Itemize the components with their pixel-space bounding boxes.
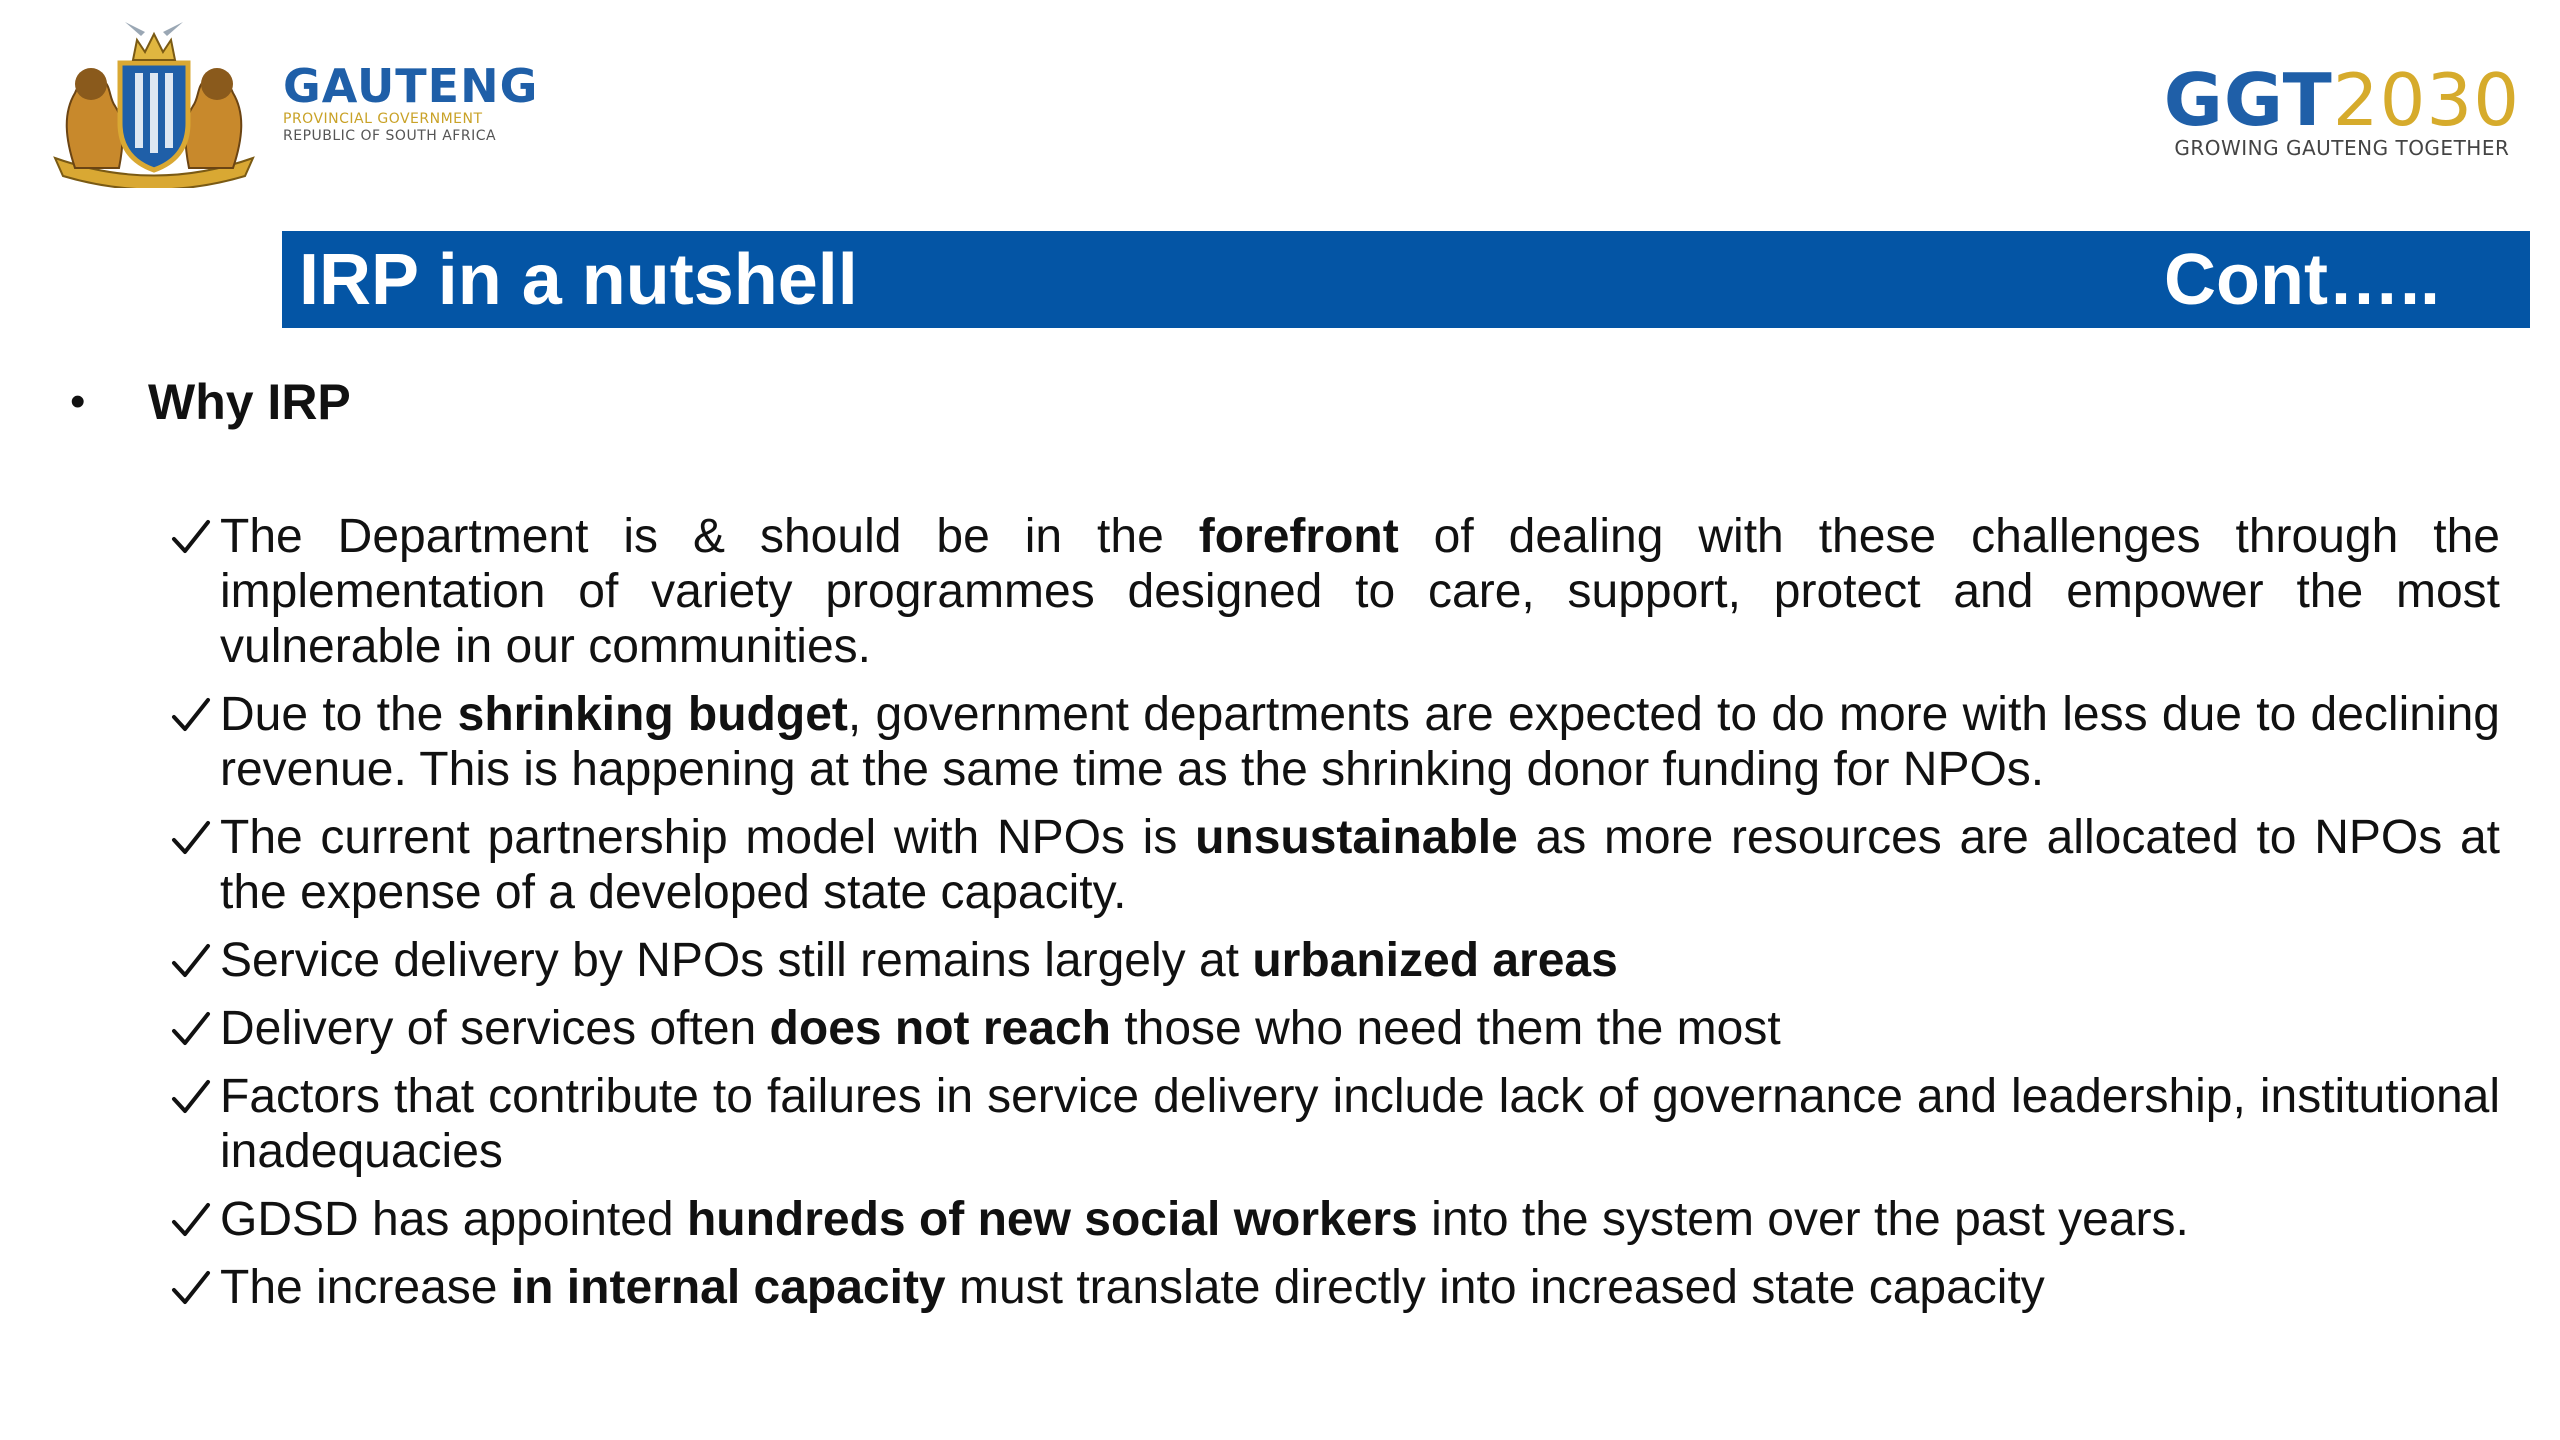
ggt-tagline: GROWING GAUTENG TOGETHER xyxy=(2174,136,2510,160)
checkmark-icon xyxy=(170,1260,220,1315)
checkmark-icon xyxy=(170,933,220,988)
coat-of-arms-icon xyxy=(45,18,263,188)
list-item xyxy=(170,1001,2500,1056)
list-item-text: The current partnership model with NPOs is unsustainable as more resources are allocated to NPOs at the expense of a developed state capacity. xyxy=(220,811,2500,919)
list-item xyxy=(170,1069,2500,1179)
checkmark-icon xyxy=(170,1192,220,1247)
list-item-text: GDSD has appointed hundreds of new social workers into the system over the past years. xyxy=(220,1193,2189,1246)
list-item xyxy=(170,687,2500,797)
list-item xyxy=(170,509,2500,674)
ggt2030-mark xyxy=(2163,58,2520,142)
checkmark-icon xyxy=(170,1069,220,1124)
gauteng-subtitle-1: PROVINCIAL GOVERNMENT xyxy=(283,111,483,127)
list-item-text: Delivery of services often does not reach those who need them the most xyxy=(220,1002,1781,1055)
list-item-text: Due to the shrinking budget, government departments are expected to do more with less due to declining revenue. This is happening at the same time as the shrinking donor funding for NPOs. xyxy=(220,688,2500,796)
list-item xyxy=(170,1192,2500,1247)
list-item-text: The increase in internal capacity must translate directly into increased state capacity xyxy=(220,1261,2045,1314)
title-bar xyxy=(282,231,2530,328)
ggt2030-logo xyxy=(2163,58,2520,160)
bullet-icon: • xyxy=(70,377,86,426)
checklist xyxy=(170,509,2500,1328)
section-heading xyxy=(70,372,351,432)
list-item-text: The Department is & should be in the forefront of dealing with these challenges through the implementation of variety programmes designed to care, support, protect and empower the most vulnerable in our communities. xyxy=(220,510,2500,673)
checkmark-icon xyxy=(170,687,220,742)
gauteng-name: GAUTENG xyxy=(283,59,539,113)
slide-continued-label: Cont….. xyxy=(2164,239,2440,320)
list-item-text: Service delivery by NPOs still remains largely at urbanized areas xyxy=(220,934,1618,987)
list-item xyxy=(170,1260,2500,1315)
list-item-text: Factors that contribute to failures in service delivery include lack of governance and leadership, institutional inadequacies xyxy=(220,1070,2500,1178)
checkmark-icon xyxy=(170,509,220,564)
ggt-letters: GGT xyxy=(2163,58,2333,142)
list-item xyxy=(170,810,2500,920)
gauteng-wordmark xyxy=(283,61,538,145)
list-item xyxy=(170,933,2500,988)
gauteng-subtitle-2: REPUBLIC OF SOUTH AFRICA xyxy=(283,128,497,144)
slide-title: IRP in a nutshell xyxy=(299,239,858,320)
gauteng-logo xyxy=(45,18,538,188)
section-heading-text: Why IRP xyxy=(148,374,351,430)
checkmark-icon xyxy=(170,810,220,865)
ggt-year: 2030 xyxy=(2332,58,2520,142)
checkmark-icon xyxy=(170,1001,220,1056)
